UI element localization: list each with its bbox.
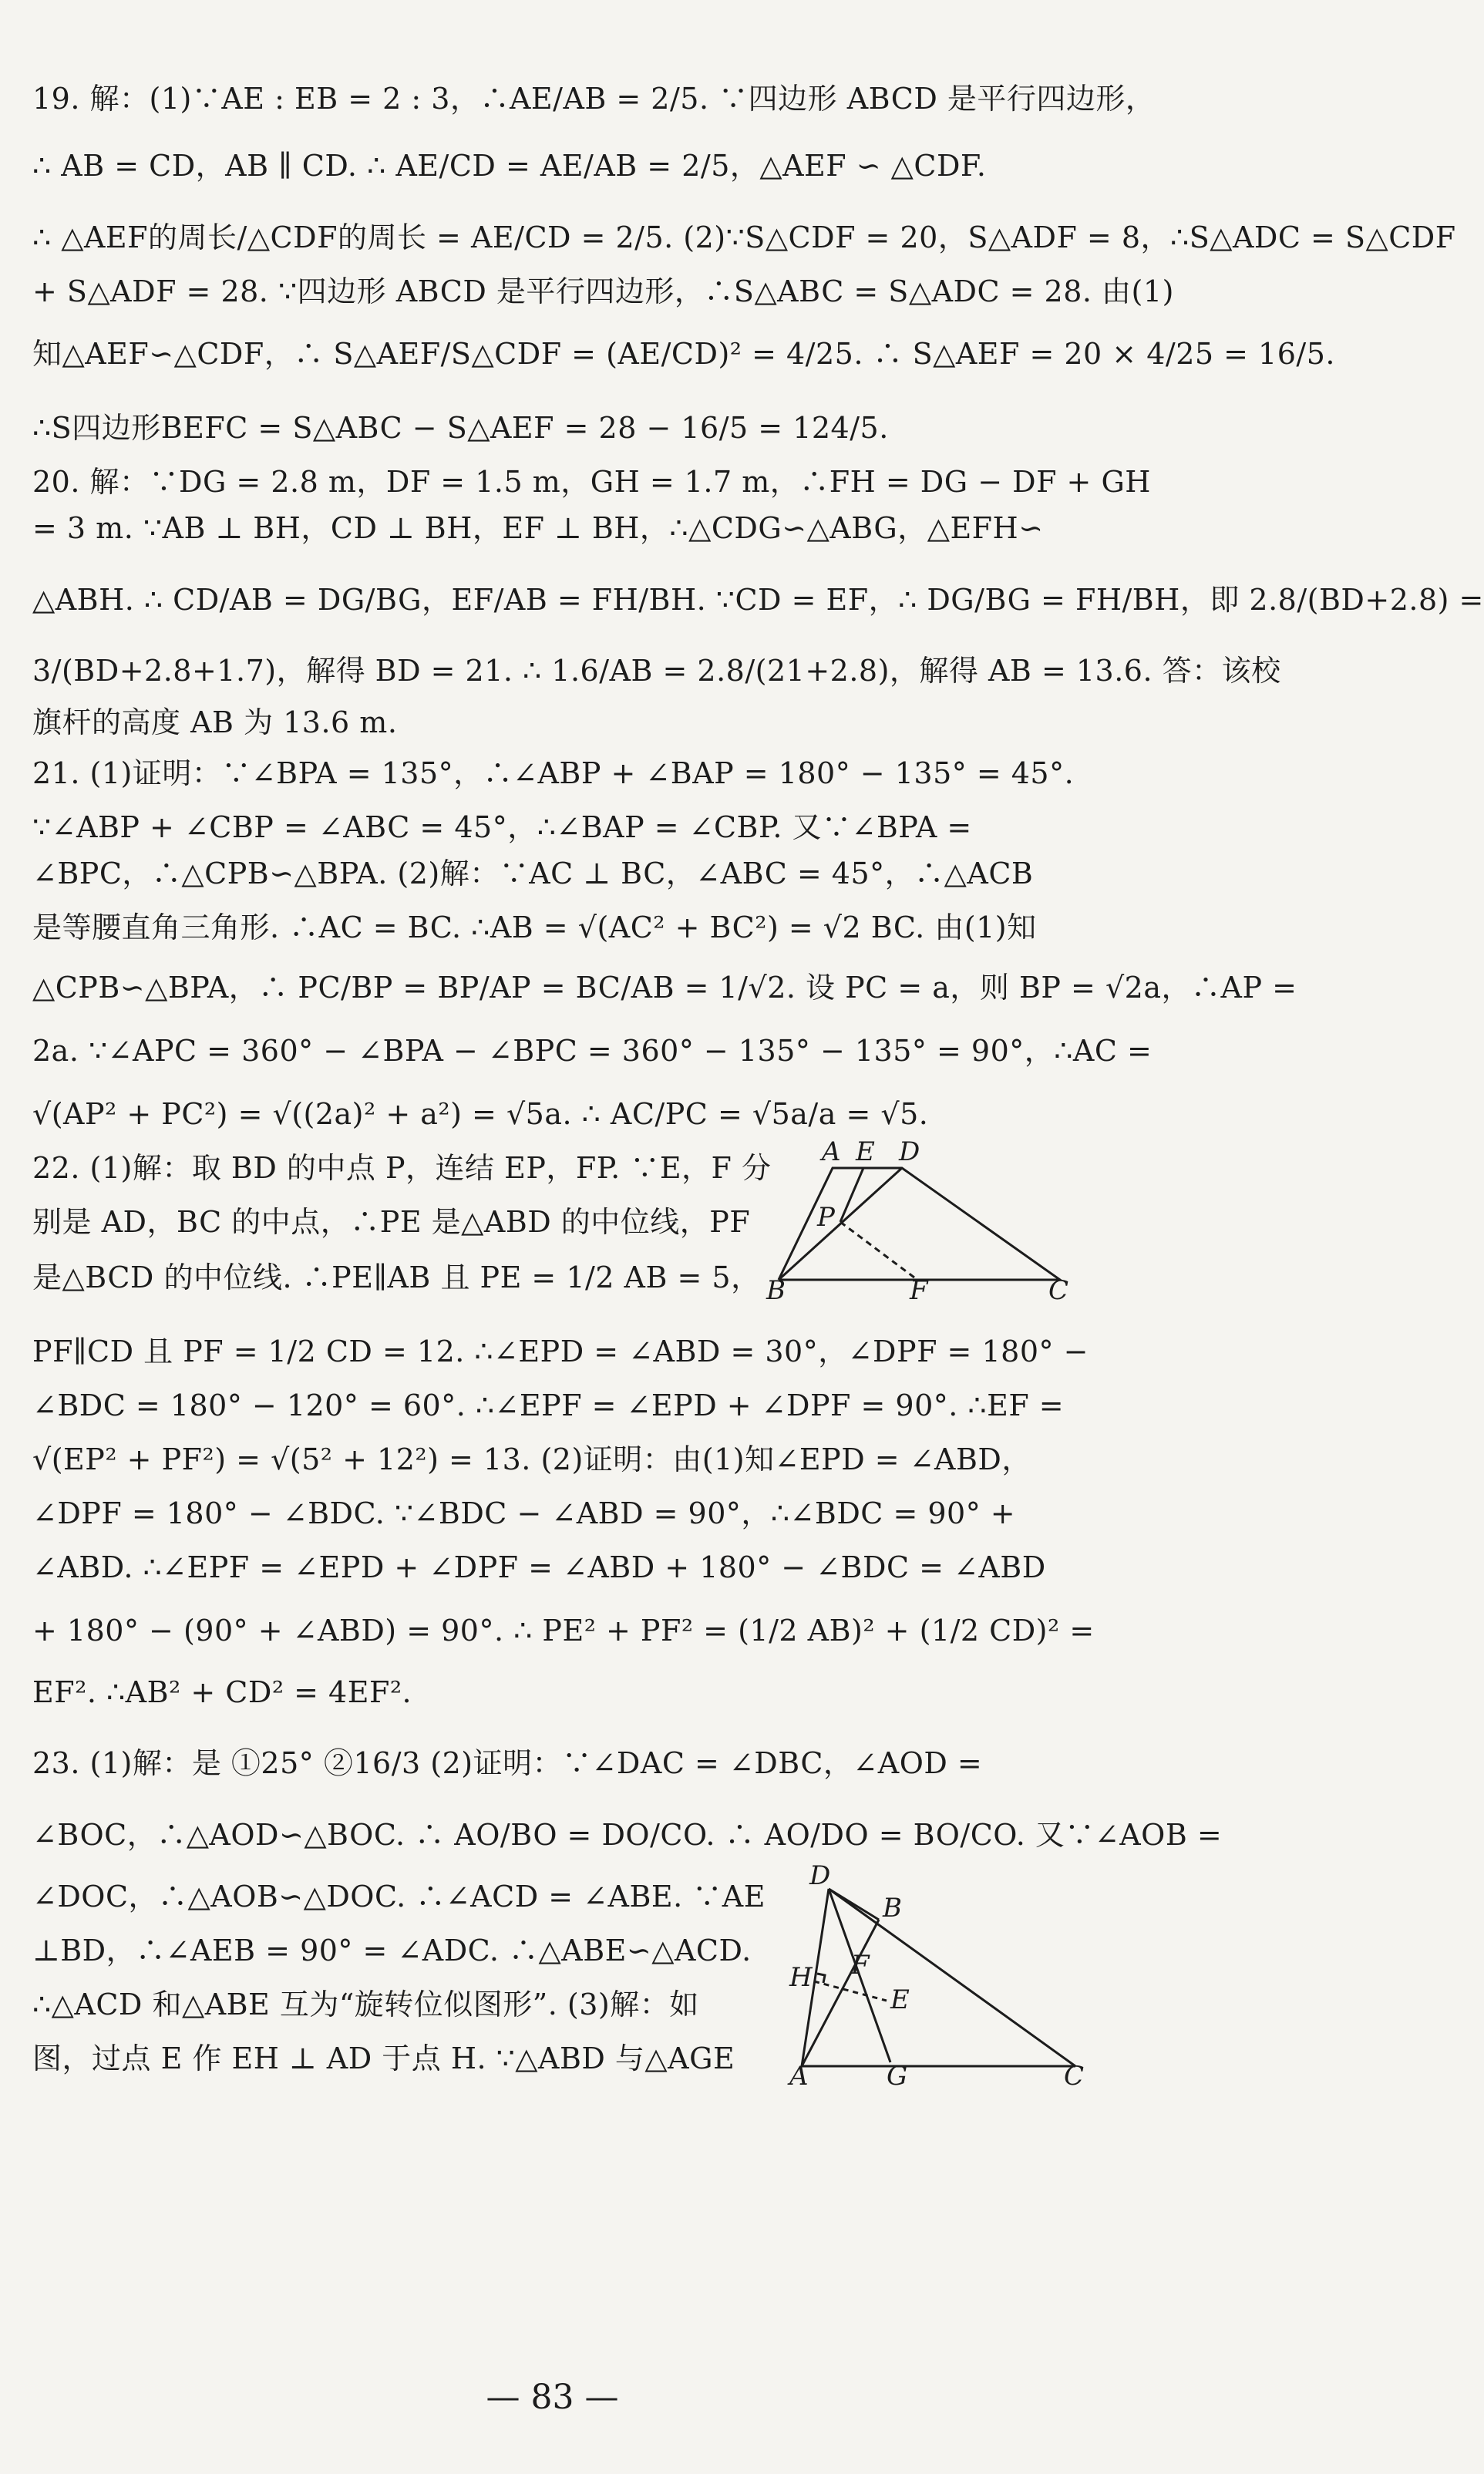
fig23-label-h: H bbox=[789, 1962, 813, 1993]
trapezoid-figure bbox=[763, 1136, 1072, 1306]
text-line: ∠DPF = 180° − ∠BDC. ∵∠BDC − ∠ABD = 90°，∴∠BDC = 90° + bbox=[32, 1496, 1016, 1530]
fig22-label-b: B bbox=[766, 1275, 786, 1306]
fig22-label-d: D bbox=[899, 1136, 920, 1167]
text-line: √(EP² + PF²) = √(5² + 12²) = 13. (2)证明：由(1)知∠EPD = ∠ABD， bbox=[32, 1442, 1031, 1476]
fig23-label-g: G bbox=[887, 2061, 908, 2092]
text-line: 23. (1)解：是 ①25° ②16/3 (2)证明：∵∠DAC = ∠DBC，∠AOD = bbox=[32, 1746, 983, 1780]
text-line: ⊥BD，∴∠AEB = 90° = ∠ADC. ∴△ABE∽△ACD. bbox=[32, 1934, 752, 1967]
text-line: 20. 解：∵DG = 2.8 m，DF = 1.5 m，GH = 1.7 m，∴FH = DG − DF + GH bbox=[32, 465, 1151, 499]
text-line: ∵∠ABP + ∠CBP = ∠ABC = 45°，∴∠BAP = ∠CBP. 又∵∠BPA = bbox=[32, 810, 972, 844]
fig23-label-e: E bbox=[890, 1984, 910, 2015]
text-line: 22. (1)解：取 BD 的中点 P，连结 EP，FP. ∵E，F 分 bbox=[32, 1151, 772, 1185]
text-line: ∠BDC = 180° − 120° = 60°. ∴∠EPF = ∠EPD + ∠DPF = 90°. ∴EF = bbox=[32, 1388, 1065, 1422]
fig22-label-e: E bbox=[856, 1136, 875, 1167]
fig23-label-f: F bbox=[851, 1950, 870, 1981]
page-number: 83 bbox=[530, 2378, 574, 2417]
text-line: 是等腰直角三角形. ∴AC = BC. ∴AB = √(AC² + BC²) = √2 BC. 由(1)知 bbox=[32, 910, 1037, 944]
text-line: + 180° − (90° + ∠ABD) = 90°. ∴ PE² + PF² = (1/2 AB)² + (1/2 CD)² = bbox=[32, 1614, 1095, 1648]
text-line: △CPB∽△BPA，∴ PC/BP = BP/AP = BC/AB = 1/√2. 设 PC = a，则 BP = √2a，∴AP = bbox=[32, 971, 1297, 1005]
text-line: ∠DOC，∴△AOB∽△DOC. ∴∠ACD = ∠ABE. ∵AE bbox=[32, 1880, 766, 1914]
text-line: + S△ADF = 28. ∵四边形 ABCD 是平行四边形，∴S△ABC = S△ADC = 28. 由(1) bbox=[32, 274, 1174, 308]
text-line: ∠BPC，∴△CPB∽△BPA. (2)解：∵AC ⊥ BC，∠ABC = 45°，∴△ACB bbox=[32, 857, 1034, 890]
text-line: 21. (1)证明：∵∠BPA = 135°，∴∠ABP + ∠BAP = 180° − 135° = 45°. bbox=[32, 756, 1075, 790]
page-number-footer: — 83 — bbox=[486, 2378, 619, 2417]
fig22-label-c: C bbox=[1048, 1275, 1069, 1306]
text-line: ∠ABD. ∴∠EPF = ∠EPD + ∠DPF = ∠ABD + 180° − ∠BDC = ∠ABD bbox=[32, 1550, 1046, 1584]
fig23-label-d: D bbox=[809, 1860, 831, 1891]
fig23-label-c: C bbox=[1064, 2061, 1085, 2092]
text-line: 别是 AD，BC 的中点，∴PE 是△ABD 的中位线，PF bbox=[32, 1205, 751, 1239]
text-line: ∴ △AEF的周长/△CDF的周长 = AE/CD = 2/5. (2)∵S△CDF = 20，S△ADF = 8，∴S△ADC = S△CDF bbox=[32, 220, 1456, 254]
text-line: √(AP² + PC²) = √((2a)² + a²) = √5a. ∴ AC/PC = √5a/a = √5. bbox=[32, 1097, 929, 1131]
fig22-label-f: F bbox=[910, 1275, 928, 1306]
text-line: 3/(BD+2.8+1.7)，解得 BD = 21. ∴ 1.6/AB = 2.8/(21+2.8)，解得 AB = 13.6. 答：该校 bbox=[32, 654, 1281, 688]
text-line: 旗杆的高度 AB 为 13.6 m. bbox=[32, 705, 398, 739]
rotation-similar-figure bbox=[786, 1860, 1087, 2092]
text-line: ∠BOC，∴△AOD∽△BOC. ∴ AO/BO = DO/CO. ∴ AO/DO = BO/CO. 又∵∠AOB = bbox=[32, 1818, 1223, 1852]
text-line: ∴ AB = CD，AB ∥ CD. ∴ AE/CD = AE/AB = 2/5，△AEF ∽ △CDF. bbox=[32, 149, 987, 183]
fig22-label-p: P bbox=[817, 1202, 835, 1233]
text-line: ∴S四边形BEFC = S△ABC − S△AEF = 28 − 16/5 = 124/5. bbox=[32, 411, 889, 445]
text-line: △ABH. ∴ CD/AB = DG/BG，EF/AB = FH/BH. ∵CD = EF，∴ DG/BG = FH/BH，即 2.8/(BD+2.8) = bbox=[32, 583, 1484, 617]
text-line: 2a. ∵∠APC = 360° − ∠BPA − ∠BPC = 360° − 135° − 135° = 90°，∴AC = bbox=[32, 1034, 1153, 1068]
fig22-label-a: A bbox=[822, 1136, 841, 1167]
fig23-label-b: B bbox=[883, 1893, 902, 1924]
text-line: 是△BCD 的中位线. ∴PE∥AB 且 PE = 1/2 AB = 5， bbox=[32, 1261, 761, 1294]
fig23-label-a: A bbox=[789, 2061, 809, 2092]
text-line: ∴△ACD 和△ABE 互为“旋转位似图形”. (3)解：如 bbox=[32, 1988, 699, 2021]
text-line: 知△AEF∽△CDF，∴ S△AEF/S△CDF = (AE/CD)² = 4/25. ∴ S△AEF = 20 × 4/25 = 16/5. bbox=[32, 337, 1335, 371]
text-line: 图，过点 E 作 EH ⊥ AD 于点 H. ∵△ABD 与△AGE bbox=[32, 2041, 735, 2075]
text-line: PF∥CD 且 PF = 1/2 CD = 12. ∴∠EPD = ∠ABD = 30°，∠DPF = 180° − bbox=[32, 1335, 1089, 1368]
text-line: = 3 m. ∵AB ⊥ BH，CD ⊥ BH，EF ⊥ BH，∴△CDG∽△ABG，△EFH∽ bbox=[32, 511, 1044, 545]
text-line: EF². ∴AB² + CD² = 4EF². bbox=[32, 1675, 412, 1709]
text-line: 19. 解：(1)∵AE : EB = 2 : 3，∴AE/AB = 2/5. ∵四边形 ABCD 是平行四边形， bbox=[32, 82, 1156, 116]
